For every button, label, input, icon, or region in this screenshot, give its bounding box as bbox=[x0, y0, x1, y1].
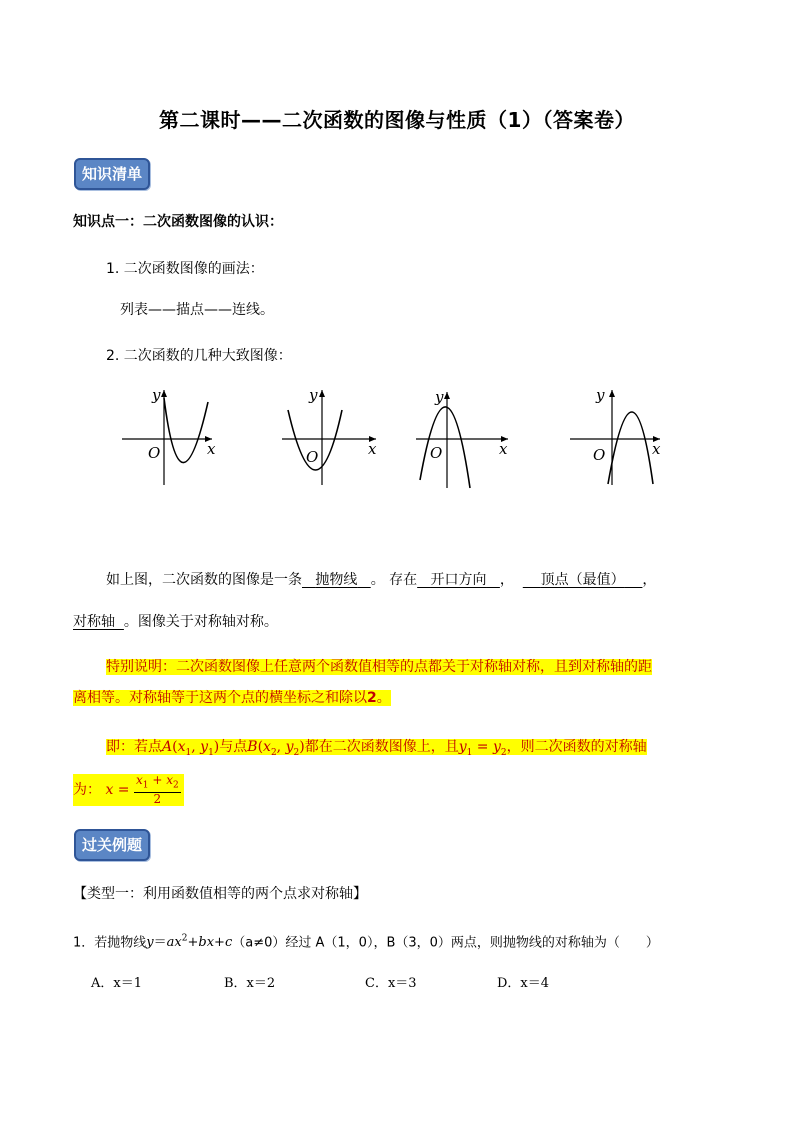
graph-4-origin: O bbox=[593, 446, 606, 464]
graph-4-x-label: x bbox=[652, 440, 661, 458]
graph-1-origin: O bbox=[148, 444, 161, 462]
special-note-end: 。 bbox=[376, 690, 391, 706]
question-1-point-b: B（3，0）两点，则抛物线的对称轴为（ ） bbox=[386, 935, 659, 951]
graph-3-origin: O bbox=[430, 444, 443, 462]
formula-text-1 bbox=[106, 739, 647, 758]
formula-t4: ，则二次函数的对称轴 bbox=[506, 739, 647, 755]
graph-3 bbox=[416, 388, 508, 488]
point1-heading: 知识点一：二次函数图像的认识： bbox=[73, 214, 283, 230]
item1-label: 1. 二次函数图像的画法： bbox=[106, 261, 264, 277]
conclusion-text-1: 如上图，二次函数的图像是一条 bbox=[106, 572, 302, 588]
blank-opening-direction-text: 开口方向 bbox=[430, 572, 487, 588]
point-b-formula: B bbox=[247, 739, 258, 755]
graph-1 bbox=[122, 386, 216, 485]
formula-line-2 bbox=[73, 774, 184, 806]
examples-badge: 过关例题 bbox=[74, 829, 150, 861]
formula-t3: 都在二次函数图像上，且 bbox=[304, 739, 459, 755]
graph-2-x-label: x bbox=[368, 440, 377, 458]
special-note-text-2a: 离相等。对称轴等于这两个点的横坐标之和除以 bbox=[73, 690, 367, 706]
graph-2-origin: O bbox=[306, 448, 319, 466]
option-d[interactable]: D．x＝4 bbox=[497, 976, 550, 991]
formula-t1: 即：若点 bbox=[106, 739, 162, 755]
y-equality: $y_1 = y_2$ bbox=[458, 739, 507, 758]
option-b[interactable]: B．x＝2 bbox=[224, 976, 276, 991]
formula-t5: 为： bbox=[73, 782, 101, 799]
graph-2-y-label: y bbox=[309, 386, 318, 404]
graph-1-y-label: y bbox=[152, 386, 161, 404]
formula-t2: 与点 bbox=[219, 739, 248, 755]
blank-opening-direction bbox=[417, 572, 500, 588]
conclusion-line-1 bbox=[106, 570, 656, 590]
question-1-equation: $y=ax^2+bx+c$ bbox=[146, 934, 233, 951]
blank-vertex bbox=[523, 572, 643, 588]
graph-4-y-label: y bbox=[596, 386, 605, 404]
blank-axis bbox=[73, 614, 124, 630]
point-a-formula: A bbox=[162, 739, 173, 755]
blank-parabola bbox=[302, 572, 371, 588]
parabola-graphs bbox=[110, 380, 690, 492]
graph-3-x-label: x bbox=[499, 440, 508, 458]
page-title: 第二课时——二次函数的图像与性质（1）（答案卷） bbox=[159, 108, 635, 132]
question-1 bbox=[73, 929, 659, 953]
knowledge-list-badge: 知识清单 bbox=[74, 158, 150, 190]
special-note-line-2 bbox=[73, 688, 391, 708]
conclusion-text-2: 。 存在 bbox=[370, 572, 418, 588]
type1-heading: 【类型一：利用函数值相等的两个点求对称轴】 bbox=[73, 886, 367, 902]
special-note-line-1 bbox=[106, 657, 652, 677]
conclusion-line-2 bbox=[73, 612, 278, 632]
special-note-number: 2 bbox=[367, 690, 377, 706]
conclusion-sep-1: ， bbox=[499, 572, 514, 588]
point-a-coords: ($x_1$, $y_1$) bbox=[172, 739, 220, 758]
conclusion-sep-2: ， bbox=[642, 572, 657, 588]
axis-formula: 为： x = $\frac{x_1 + x_2}{2}$ bbox=[73, 774, 184, 806]
blank-parabola-text: 抛物线 bbox=[315, 572, 358, 588]
blank-axis-text: 对称轴 bbox=[73, 614, 115, 630]
option-c[interactable]: C．x＝3 bbox=[365, 976, 417, 991]
blank-vertex-text: 顶点（最值） bbox=[540, 572, 625, 588]
question-1-prefix: 1．若抛物线 bbox=[73, 935, 147, 951]
graph-3-y-label: y bbox=[435, 388, 444, 406]
point-b-coords: ($x_2$, $y_2$) bbox=[257, 739, 305, 758]
item1-content: 列表——描点——连线。 bbox=[120, 302, 274, 318]
graph-2 bbox=[282, 386, 377, 485]
item2-label: 2. 二次函数的几种大致图像： bbox=[106, 348, 292, 364]
conclusion-text-3: 。图像关于对称轴对称。 bbox=[123, 614, 278, 630]
formula-line-1 bbox=[106, 737, 647, 763]
graph-4 bbox=[570, 386, 661, 485]
option-a[interactable]: A．x＝1 bbox=[91, 976, 142, 991]
question-1-point-a: A（1，0）， bbox=[315, 935, 387, 951]
graph-1-x-label: x bbox=[207, 440, 216, 458]
axis-fraction: $\frac{x_1 + x_2}{2}$ bbox=[136, 773, 179, 807]
question-1-condition: （a≠0）经过 bbox=[232, 935, 312, 951]
special-note-text-2 bbox=[73, 690, 391, 706]
special-note-text-1: 特别说明：二次函数图像上任意两个函数值相等的点都关于对称轴对称，且到对称轴的距 bbox=[106, 659, 652, 675]
